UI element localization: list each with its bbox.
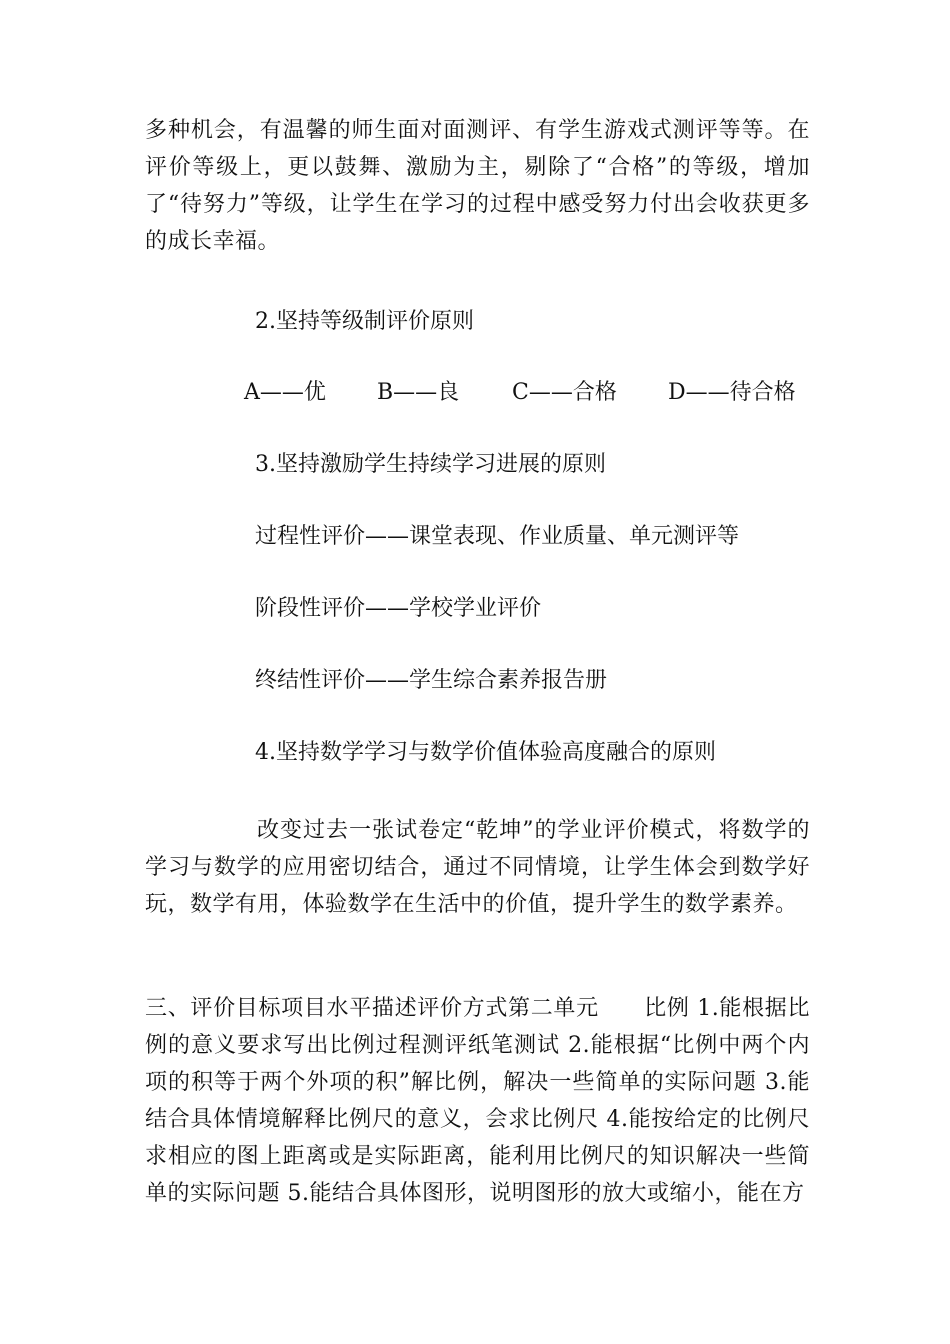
- paragraph-evaluation-opportunities: 多种机会，有温馨的师生面对面测评、有学生游戏式测评等等。在评价等级上，更以鼓舞、激励为主，剔除了“合格”的等级，增加了“待努力”等级，让学生在学习的过程中感受努力付出会收获更多的成长幸福。: [145, 118, 810, 254]
- paragraph-reform: 改变过去一张试卷定“乾坤”的学业评价模式，将数学的学习与数学的应用密切结合，通过不同情境，让学生体会到数学好玩，数学有用，体验数学在生活中的价值，提升学生的数学素养。: [145, 818, 810, 917]
- grade-b: B——良: [377, 380, 460, 405]
- grade-a: A——优: [244, 380, 326, 405]
- heading-motivation-principle: 3.坚持激励学生持续学习进展的原则: [255, 452, 606, 477]
- heading-integration-principle: 4.坚持数学学习与数学价值体验高度融合的原则: [255, 740, 716, 765]
- stage-evaluation: 阶段性评价——学校学业评价: [255, 596, 542, 621]
- grade-c: C——合格: [512, 380, 617, 405]
- heading-grade-principle: 2.坚持等级制评价原则: [255, 309, 474, 334]
- final-evaluation: 终结性评价——学生综合素养报告册: [255, 668, 608, 693]
- grade-d: D——待合格: [668, 380, 796, 405]
- paragraph-evaluation-goals: 三、评价目标项目水平描述评价方式第二单元 比例 1.能根据比例的意义要求写出比例过程测评纸笔测试 2.能根据“比例中两个内项的积等于两个外项的积”解比例，解决一些简单的实际问题 3.能结合具体情境解释比例尺的意义，会求比例尺 4.能按给定的比例尺求相应的图上距离或是实际距离，能利用比例尺的知识解决一些简单的实际问题 5.能结合具体图形，说明图形的放大或缩小，能在方: [145, 996, 810, 1206]
- process-evaluation: 过程性评价——课堂表现、作业质量、单元测评等: [255, 524, 740, 549]
